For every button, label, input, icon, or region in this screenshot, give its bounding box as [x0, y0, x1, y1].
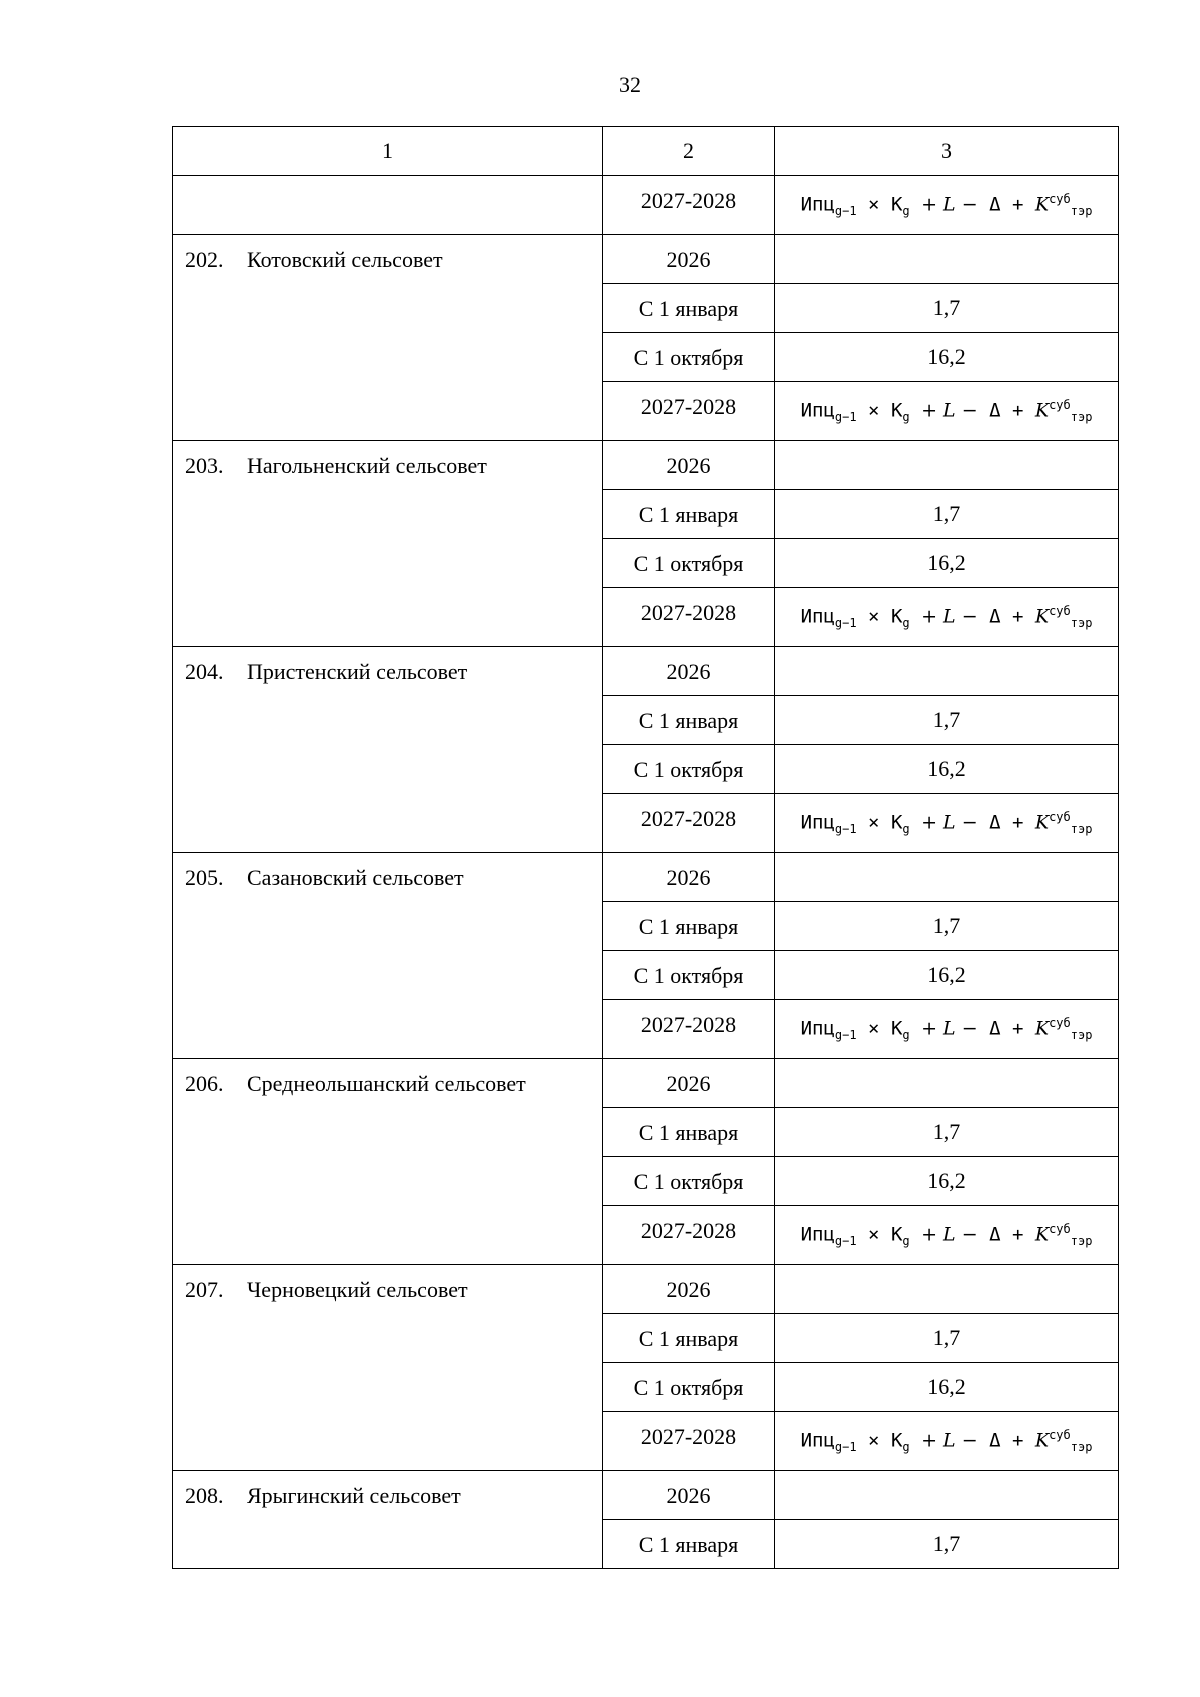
municipality-cell [173, 1059, 603, 1265]
page-number: 32 [619, 72, 641, 97]
value-cell: 16,2 [775, 951, 1119, 1000]
municipality-cell [173, 1471, 603, 1569]
value-cell: 16,2 [775, 1157, 1119, 1206]
delta-term: Δ + [989, 1429, 1024, 1452]
kter-subscript: тэр [1070, 1440, 1093, 1455]
period-cell: 2027-2028 [603, 382, 775, 441]
value-cell: 16,2 [775, 333, 1119, 382]
k-symbol: К [890, 1429, 903, 1452]
plus-l-term: + L − [921, 193, 978, 216]
period-cell: С 1 октября [603, 333, 775, 382]
ipc-subscript: g−1 [834, 1028, 857, 1043]
value-cell: 1,7 [775, 1520, 1119, 1569]
table-row [173, 235, 1119, 284]
ipc-subscript: g−1 [834, 822, 857, 837]
k-symbol: К [890, 605, 903, 628]
municipality-cell [173, 1265, 603, 1471]
k-symbol: К [890, 1223, 903, 1246]
delta-term: Δ + [989, 1223, 1024, 1246]
municipality-name: Нагольненский сельсовет [247, 453, 487, 478]
row-number: 207. [185, 1277, 224, 1302]
ipc-symbol: Ипц [800, 193, 835, 216]
times-sign: × [868, 399, 880, 422]
times-sign: × [868, 1017, 880, 1040]
kter-superscript: суб [1049, 603, 1071, 618]
row-number: 203. [185, 453, 224, 478]
plus-l-term: + L − [921, 399, 978, 422]
row-number: 206. [185, 1071, 224, 1096]
delta-term: Δ + [989, 1017, 1024, 1040]
times-sign: × [868, 605, 880, 628]
row-number: 208. [185, 1483, 224, 1508]
value-cell: 16,2 [775, 539, 1119, 588]
value-cell [775, 1206, 1119, 1265]
period-cell: 2026 [603, 1471, 775, 1520]
period-cell: С 1 октября [603, 745, 775, 794]
ipc-subscript: g−1 [834, 1234, 857, 1249]
value-cell [775, 235, 1119, 284]
ipc-symbol: Ипц [800, 811, 835, 834]
table-row [173, 1265, 1119, 1314]
tariff-table [172, 126, 1119, 1569]
table-row [173, 647, 1119, 696]
k-subscript: g [902, 1234, 910, 1249]
municipality-name: Черновецкий сельсовет [247, 1277, 468, 1302]
k-symbol: К [890, 811, 903, 834]
k-symbol: К [890, 193, 903, 216]
kter-symbol: K [1034, 1429, 1050, 1452]
value-cell [775, 1000, 1119, 1059]
kter-superscript: суб [1049, 1015, 1071, 1030]
plus-l-term: + L − [921, 1017, 978, 1040]
kter-symbol: K [1034, 193, 1050, 216]
table-body [173, 176, 1119, 1569]
period-cell: 2027-2028 [603, 794, 775, 853]
k-symbol: К [890, 399, 903, 422]
value-cell [775, 176, 1119, 235]
times-sign: × [868, 193, 880, 216]
ipc-symbol: Ипц [800, 399, 835, 422]
k-subscript: g [902, 616, 910, 631]
kter-subscript: тэр [1070, 410, 1093, 425]
k-subscript: g [902, 204, 910, 219]
table-row [173, 1059, 1119, 1108]
delta-term: Δ + [989, 811, 1024, 834]
value-cell [775, 1471, 1119, 1520]
municipality-name: Пристенский сельсовет [247, 659, 468, 684]
value-cell: 16,2 [775, 1363, 1119, 1412]
kter-superscript: суб [1049, 191, 1071, 206]
value-cell: 16,2 [775, 745, 1119, 794]
k-symbol: К [890, 1017, 903, 1040]
period-cell: С 1 января [603, 490, 775, 539]
period-cell: 2027-2028 [603, 1000, 775, 1059]
kter-subscript: тэр [1070, 1234, 1093, 1249]
table-row [173, 441, 1119, 490]
period-cell: С 1 октября [603, 1363, 775, 1412]
plus-l-term: + L − [921, 1429, 978, 1452]
header-col-3: 3 [775, 127, 1119, 176]
period-cell: С 1 января [603, 284, 775, 333]
delta-term: Δ + [989, 605, 1024, 628]
ipc-subscript: g−1 [834, 1440, 857, 1455]
kter-subscript: тэр [1070, 822, 1093, 837]
value-cell [775, 1412, 1119, 1471]
period-cell: 2027-2028 [603, 176, 775, 235]
municipality-cell [173, 235, 603, 441]
times-sign: × [868, 1223, 880, 1246]
times-sign: × [868, 811, 880, 834]
delta-term: Δ + [989, 193, 1024, 216]
delta-term: Δ + [989, 399, 1024, 422]
kter-symbol: K [1034, 811, 1050, 834]
kter-superscript: суб [1049, 1221, 1071, 1236]
period-cell: 2027-2028 [603, 588, 775, 647]
k-subscript: g [902, 1440, 910, 1455]
value-cell [775, 794, 1119, 853]
period-cell: 2027-2028 [603, 1412, 775, 1471]
period-cell: С 1 октября [603, 539, 775, 588]
table-row [173, 1471, 1119, 1520]
header-col-1: 1 [173, 127, 603, 176]
municipality-cell [173, 853, 603, 1059]
k-subscript: g [902, 410, 910, 425]
kter-symbol: K [1034, 605, 1050, 628]
kter-subscript: тэр [1070, 204, 1093, 219]
period-cell: С 1 октября [603, 1157, 775, 1206]
period-cell: 2026 [603, 1265, 775, 1314]
table-row [173, 853, 1119, 902]
header-col-2: 2 [603, 127, 775, 176]
period-cell: С 1 января [603, 1520, 775, 1569]
ipc-symbol: Ипц [800, 605, 835, 628]
period-cell: С 1 января [603, 1314, 775, 1363]
value-cell [775, 588, 1119, 647]
value-cell: 1,7 [775, 696, 1119, 745]
k-subscript: g [902, 1028, 910, 1043]
kter-symbol: K [1034, 1017, 1050, 1040]
period-cell: 2026 [603, 853, 775, 902]
plus-l-term: + L − [921, 1223, 978, 1246]
municipality-name: Сазановский сельсовет [247, 865, 464, 890]
row-number: 204. [185, 659, 224, 684]
municipality-name: Котовский сельсовет [247, 247, 443, 272]
value-cell: 1,7 [775, 1108, 1119, 1157]
kter-superscript: суб [1049, 397, 1071, 412]
table-row [173, 176, 1119, 235]
kter-superscript: суб [1049, 1427, 1071, 1442]
ipc-symbol: Ипц [800, 1429, 835, 1452]
period-cell: 2026 [603, 235, 775, 284]
period-cell: 2026 [603, 441, 775, 490]
header-row [173, 127, 1119, 176]
municipality-cell [173, 647, 603, 853]
value-cell: 1,7 [775, 1314, 1119, 1363]
k-subscript: g [902, 822, 910, 837]
value-cell [775, 441, 1119, 490]
period-cell: 2027-2028 [603, 1206, 775, 1265]
kter-subscript: тэр [1070, 616, 1093, 631]
value-cell [775, 1265, 1119, 1314]
ipc-symbol: Ипц [800, 1223, 835, 1246]
period-cell: С 1 января [603, 696, 775, 745]
name-cell [173, 176, 603, 235]
period-cell: С 1 января [603, 902, 775, 951]
ipc-subscript: g−1 [834, 204, 857, 219]
kter-superscript: суб [1049, 809, 1071, 824]
period-cell: 2026 [603, 1059, 775, 1108]
value-cell: 1,7 [775, 490, 1119, 539]
value-cell [775, 647, 1119, 696]
ipc-subscript: g−1 [834, 616, 857, 631]
kter-symbol: K [1034, 1223, 1050, 1246]
plus-l-term: + L − [921, 811, 978, 834]
municipality-cell [173, 441, 603, 647]
row-number: 202. [185, 247, 224, 272]
period-cell: С 1 октября [603, 951, 775, 1000]
plus-l-term: + L − [921, 605, 978, 628]
times-sign: × [868, 1429, 880, 1452]
row-number: 205. [185, 865, 224, 890]
ipc-symbol: Ипц [800, 1017, 835, 1040]
value-cell [775, 382, 1119, 441]
period-cell: С 1 января [603, 1108, 775, 1157]
value-cell: 1,7 [775, 902, 1119, 951]
kter-subscript: тэр [1070, 1028, 1093, 1043]
municipality-name: Ярыгинский сельсовет [247, 1483, 461, 1508]
municipality-name: Среднеольшанский сельсовет [247, 1071, 526, 1096]
value-cell: 1,7 [775, 284, 1119, 333]
value-cell [775, 1059, 1119, 1108]
kter-symbol: K [1034, 399, 1050, 422]
period-cell: 2026 [603, 647, 775, 696]
ipc-subscript: g−1 [834, 410, 857, 425]
value-cell [775, 853, 1119, 902]
